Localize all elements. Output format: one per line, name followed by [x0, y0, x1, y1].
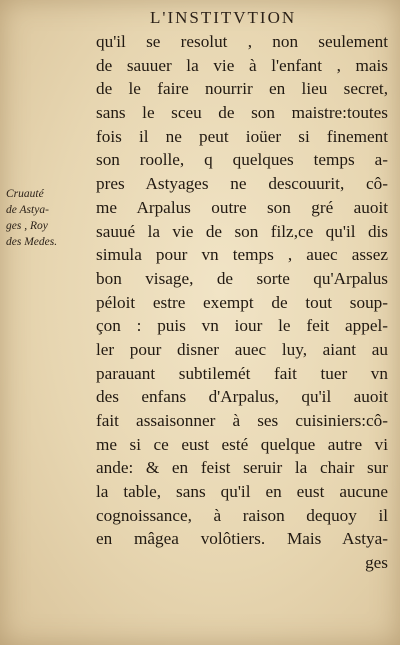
- margin-note-line: des Medes.: [6, 236, 58, 248]
- text-line: cognoissance, à raison dequoy il: [96, 505, 388, 525]
- text-line: çon : puis vn iour le feit appel-: [96, 316, 388, 336]
- text-line: de sauuer la vie à l'enfant , mais: [96, 55, 388, 75]
- body-text: [96, 30, 388, 575]
- text-line: fois il ne peut ioüer si finement: [96, 126, 388, 146]
- text-line: ande: & en feist seruir la chair sur: [96, 458, 388, 478]
- margin-note: [6, 186, 96, 250]
- running-head: L'INSTITVTION: [150, 8, 297, 27]
- text-line: ler pour disner auec luy, aiant au: [96, 339, 388, 359]
- margin-note-line: de Astya-: [6, 204, 49, 216]
- text-line: pres Astyages ne descouurit, cô-: [96, 174, 388, 194]
- text-line: son roolle, q quelques temps a-: [96, 150, 388, 170]
- margin-note-line: ges , Roy: [6, 220, 48, 232]
- text-line: qu'il se resolut , non seulement: [96, 32, 388, 51]
- text-line: simula pour vn temps , auec assez: [96, 245, 388, 265]
- text-line: fait assaisonner à ses cuisiniers:cô-: [96, 411, 388, 430]
- text-line: me si ce eust esté quelque autre vi: [96, 434, 388, 454]
- text-line: la table, sans qu'il en eust aucune: [96, 482, 388, 502]
- margin-note-line: Cruauté: [6, 188, 44, 200]
- catchword: ges: [365, 553, 388, 573]
- text-line: me Arpalus outre son gré auoit: [96, 197, 388, 217]
- text-line: parauant subtilemét fait tuer vn: [96, 363, 388, 383]
- text-line: bon visage, de sorte qu'Arpalus: [96, 268, 388, 288]
- text-line: de le faire nourrir en lieu secret,: [96, 79, 388, 99]
- text-line: des enfans d'Arpalus, qu'il auoit: [96, 387, 388, 407]
- text-line: péloit estre exempt de tout soup-: [96, 292, 388, 312]
- text-line: sans le sceu de son maistre:toutes: [96, 103, 388, 123]
- text-line: sauué la vie de son filz,ce qu'il dis: [96, 221, 388, 241]
- text-line: en mâgea volôtiers. Mais Astya-: [96, 529, 388, 549]
